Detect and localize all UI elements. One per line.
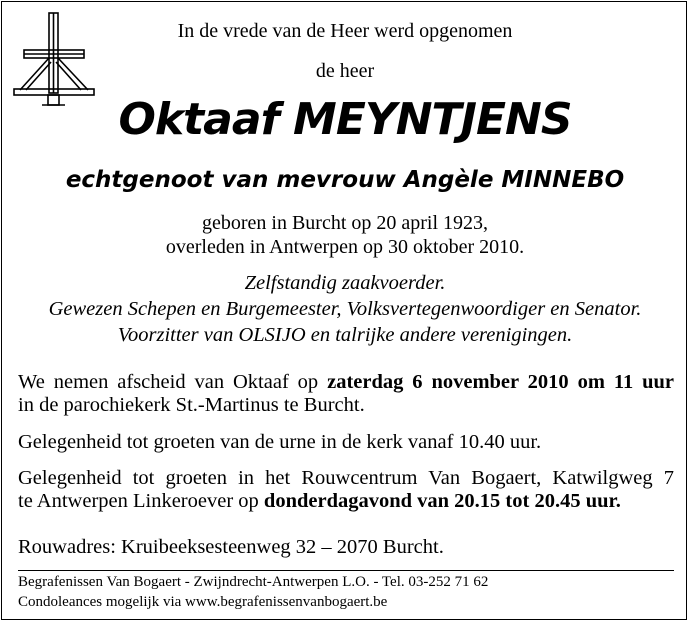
deceased-name: Oktaaf MEYNTJENS [118, 94, 572, 145]
farewell-paragraph [18, 371, 674, 417]
footer-divider [18, 570, 674, 571]
farewell-when: zaterdag 6 november 2010 om 11 uur [327, 371, 675, 393]
viewing-line-2: te Antwerpen Linkeroever op [18, 490, 259, 512]
birth-line: geboren in Burcht op 20 april 1923, [201, 212, 489, 234]
footer-line-2: Condoleances mogelijk via www.begrafenissenvanbogaert.be [18, 594, 388, 610]
farewell-where: in de parochiekerk St.-Martinus te Burcht. [18, 394, 365, 416]
intro-text: In de vrede van de Heer werd opgenomen [177, 20, 513, 42]
farewell-line-1 [18, 371, 674, 394]
title-line-2: Gewezen Schepen en Burgemeester, Volksvertegenwoordiger en Senator. [48, 298, 642, 320]
viewing-when: donderdagavond van 20.15 tot 20.45 uur. [263, 490, 621, 512]
urn-line: Gelegenheid tot groeten van de urne in de kerk vanaf 10.40 uur. [18, 431, 542, 453]
death-line: overleden in Antwerpen op 30 oktober 2010. [165, 236, 525, 258]
viewing-line-1: Gelegenheid tot groeten in het Rouwcentrum Van Bogaert, Katwilgweg 7 [18, 467, 674, 489]
title-line-1: Zelfstandig zaakvoerder. [244, 272, 446, 294]
title-line-3: Voorzitter van OLSIJO en talrijke andere verenigingen. [117, 324, 573, 346]
farewell-text: We nemen afscheid van Oktaaf op [18, 371, 319, 393]
spouse-line: echtgenoot van mevrouw Angèle MINNEBO [65, 167, 625, 193]
footer-line-1: Begrafenissen Van Bogaert - Zwijndrecht-Antwerpen L.O. - Tel. 03-252 71 62 [18, 574, 489, 590]
honorific: de heer [315, 60, 375, 82]
mourning-address: Rouwadres: Kruibeeksesteenweg 32 – 2070 Burcht. [18, 536, 444, 558]
viewing-paragraph [18, 467, 674, 513]
